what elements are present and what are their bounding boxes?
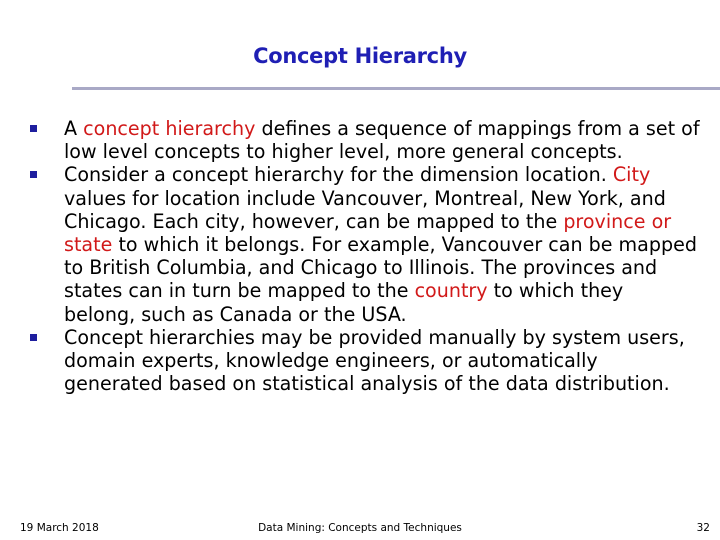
bullet-text-part: defines a sequence of mappings from a set of low level concepts to higher level, more general concepts. <box>64 117 700 164</box>
bullet-text-part: values for location include Vancouver, Montreal, New York, and Chicago. Each city, however, can be mapped to the <box>64 186 666 233</box>
footer-title: Data Mining: Concepts and Techniques <box>258 522 462 534</box>
bullet-text-part: A <box>64 117 84 140</box>
highlight-term: City <box>612 163 651 187</box>
bullet-list <box>0 117 720 395</box>
bullet-text-part: Concept hierarchies may be provided manually by system users, domain experts, knowledge engineers, or automatically generated based on statistical analysis of the data distribution. <box>64 325 685 396</box>
slide-title: Concept Hierarchy <box>253 44 467 68</box>
highlight-term: concept hierarchy <box>83 117 256 140</box>
bullet-text-part: to which it belongs. For example, Vancouver can be mapped to British Columbia, and Chicago to Illinois. The provinces and states can in turn be mapped to the <box>64 233 697 303</box>
title-divider <box>72 87 720 90</box>
square-bullet-icon <box>30 171 37 178</box>
bullet-item <box>0 163 720 325</box>
bullet-text <box>64 326 685 395</box>
square-bullet-icon <box>30 125 37 132</box>
square-bullet-icon <box>30 334 37 341</box>
bullet-text-part: to which they belong, such as Canada or the USA. <box>64 279 624 326</box>
highlight-term: province or state <box>64 209 672 257</box>
page-number: 32 <box>696 522 710 534</box>
bullet-text <box>64 163 697 325</box>
bullet-item <box>0 326 720 396</box>
bullet-text-part: Consider a concept hierarchy for the dimension location. <box>64 163 613 187</box>
highlight-term: country <box>414 279 488 303</box>
bullet-text <box>64 117 700 163</box>
footer-date: 19 March 2018 <box>20 522 99 534</box>
bullet-item <box>0 117 720 163</box>
